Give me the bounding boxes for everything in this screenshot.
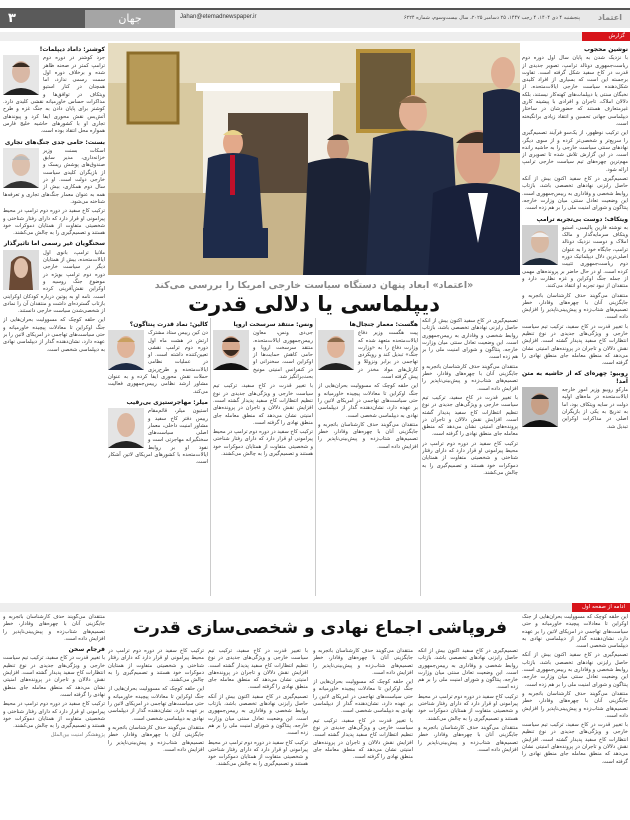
miller-photo bbox=[108, 408, 144, 448]
section-title: جهان bbox=[85, 10, 175, 28]
report-label: گزارش bbox=[582, 32, 630, 41]
bessent-text: اسکات بسنت وزیر خزانه‌داری، مدیر سابق صندوق‌های پوشش ریسک و از بازیگران کلیدی سیاست خارجی دولت است. او در سال دوم همکاری، بیش از همه به عنوان معمار جنگ‌های تجاری و تعرفه‌ها شناخته می‌شود. bbox=[3, 147, 105, 205]
body-paragraph: این حلقه کوچک که مسوولیت بحران‌هایی از جنگ اوکراین تا معادلات پیچیده خاورمیانه و حتی سیاست‌های تهاجمی در امریکای لاتین را بر عهده دارد، نشان‌دهنده گذار از دیپلماسی نهادی به دیپلماسی شخصی است. bbox=[318, 383, 418, 419]
body-paragraph: منتقدان می‌گویند حذف کارشناسان باتجربه و جایگزینی آنان با چهره‌های وفادار، خطر تصمیم‌های شتاب‌زده و پیش‌بینی‌ناپذیر را افزایش داده است. bbox=[318, 421, 418, 450]
second-col-3 bbox=[313, 648, 413, 818]
rubio-photo bbox=[522, 387, 558, 427]
body-paragraph: منتقدان می‌گویند حذف کارشناسان باتجربه و جایگزینی آنان با چهره‌های وفادار، خطر تصمیم‌های شتاب‌زده و پیش‌بینی‌ناپذیر را افزایش داده است. bbox=[3, 614, 105, 642]
body-paragraph: با تغییر قدرت در کاخ سفید، ترکیب تیم سیاست خارجی و ویژگی‌های جدیدی در نوع تنظیم انتظارات کاخ سفید پدیدار گشته است. افزایش نقش دلالان و تاجران در پرونده‌های امنیتی نشان می‌دهد که منطق معامله جای منطق نهادی را گرفته است. bbox=[422, 394, 518, 438]
bessent-photo bbox=[3, 148, 39, 188]
body-paragraph: ترکیب کاخ سفید در دوره دوم ترامپ در محیط پیرامونی او قرار دارد که دارای رفتار شناختی و شخصیتی متفاوت از همتایان دموکرات خود هستند و تصمیم‌گیری را به چالش می‌کشند. bbox=[3, 701, 105, 730]
leavitt-text: ملانیا ترامپ، بانوی اول ایالات‌متحده، بیش از همتایان دیگر در سیاست خارجی دوره دوم ترامپ بویژه در موضوع جنگ روسیه و اوکراین نقش‌آفرینی کرده است. نامه او به پوتین درباره کودکان اوکراینی بازتاب گسترده‌ای داشت و منتقدان آن را نمادی از شخصی‌شدن سیاست خارجی دانستند. bbox=[3, 249, 105, 315]
newspaper-logo: اعتماد bbox=[598, 13, 622, 22]
intro-paragraph: با نزدیک شدن به پایان سال اول دوره دوم ریاست‌جمهوری دونالد ترامپ، تصویر جدیدی از قدرت در کاخ سفید شکل گرفته است. تفاوت برجسته این است که بسیاری از افراد کلیدی شکل‌دهنده سیاست خارجی ایالات‌متحده، از نخبگان سنتی یا دیپلمات‌های کهنه‌کار نیستند، بلکه دلالان املاک، تاجران و افرادی با پیشینه کاری غیرمتعارف هستند که حضورشان در ساختار دیپلماسی جهانی تحسین و انتقاد زیادی برانگیخته است. bbox=[522, 55, 628, 127]
miller-heading: میلر: مهاجرستیزی بی‌رقیب bbox=[126, 398, 208, 406]
body-paragraph: ترکیب کاخ سفید در دوره دوم ترامپ در محیط پیرامونی او قرار دارد که دارای رفتار شناختی و شخصیتی متفاوت از همتایان دموکرات خود هستند و تصمیم‌گیری را به چالش می‌کشند. bbox=[3, 208, 105, 237]
body-paragraph: منتقدان می‌گویند حذف کارشناسان باتجربه و جایگزینی آنان با چهره‌های وفادار، خطر تصمیم‌های شتاب‌زده و پیش‌بینی‌ناپذیر را افزایش داده است. bbox=[522, 292, 628, 321]
hegseth-photo bbox=[318, 330, 354, 370]
hegseth-column bbox=[318, 318, 418, 598]
intro-paragraph: این ترکیب نوظهور، از یک‌سو فرآیند تصمیم‌گیری را سریع‌تر و شخصی‌تر کرده و از سوی دیگر، نهادهای سنتی سیاست خارجی را به حاشیه رانده است. در این گزارش تلاش شده تا تصویری از مهم‌ترین چهره‌های تیم سیاست خارجی ترامپ ارائه شود. bbox=[522, 130, 628, 173]
leavitt-heading: سخنگویان غیر رسمی اما تاثیرگذار bbox=[3, 240, 105, 248]
second-col-4 bbox=[208, 648, 308, 818]
body-paragraph: ترکیب کاخ سفید در دوره دوم ترامپ در محیط پیرامونی او قرار دارد که دارای رفتار شناختی و شخصیتی متفاوت از همتایان دموکرات خود هستند و تصمیم‌گیری را به چالش می‌کشند. bbox=[208, 739, 308, 768]
kicker: «اعتماد» ابعاد پنهان دستگاه سیاست خارجی امریکا را بررسی می‌کند bbox=[154, 280, 474, 291]
caine-heading: کالین: نماد قدرت پنتاگون؟ bbox=[129, 321, 208, 328]
second-col-5 bbox=[108, 648, 204, 818]
body-paragraph: ترکیب کاخ سفید در دوره دوم ترامپ در محیط پیرامونی او قرار دارد که دارای رفتار شناختی و شخصیتی متفاوت از همتایان دموکرات خود هستند و تصمیم‌گیری را به چالش می‌کشند. bbox=[108, 648, 204, 684]
label-band bbox=[0, 603, 630, 612]
vance-heading: ونس: منتقد سرسخت اروپا bbox=[233, 321, 313, 328]
rubio-text: مارکو روبیو وزیر امور خارجه ایالات‌متحده در ماه‌های اولیه دولت در سایه ویتکاف بود، اما به تدریج به یکی از بازیگران اصلی در مذاکرات اوکراین تبدیل شد. bbox=[562, 387, 628, 430]
melania-photo bbox=[3, 250, 39, 290]
byline: پژوهشگر امنیت بین‌الملل bbox=[50, 732, 105, 739]
body-paragraph: منتقدان می‌گویند حذف کارشناسان باتجربه و جایگزینی آنان با چهره‌های وفادار، خطر تصمیم‌های شتاب‌زده و پیش‌بینی‌ناپذیر را افزایش داده است. bbox=[313, 648, 413, 676]
body-paragraph: تصمیم‌گیری در کاخ سفید اکنون بیش از آنکه حاصل رایزنی نهادهای تخصصی باشد، بازتاب روابط شخصی و وفاداری به رییس‌جمهوری است. این وضعیت تعادل سنتی میان وزارت خارجه، پنتاگون و شورای امنیت ملی را بر هم زده است. bbox=[418, 648, 518, 691]
label-band bbox=[0, 32, 630, 41]
body-paragraph: ترکیب کاخ سفید در دوره دوم ترامپ در محیط پیرامونی او قرار دارد که دارای رفتار شناختی و شخصیتی متفاوت از همتایان دموکرات خود هستند و تصمیم‌گیری را به چالش می‌کشند. bbox=[418, 693, 518, 722]
body-paragraph: ترکیب کاخ سفید در دوره دوم ترامپ در محیط پیرامونی او قرار دارد که دارای رفتار شناختی و شخصیتی متفاوت از همتایان دموکرات خود هستند و تصمیم‌گیری را به چالش می‌کشند. bbox=[422, 440, 518, 476]
column-rule bbox=[420, 318, 421, 596]
body-paragraph: ترکیب کاخ سفید در دوره دوم ترامپ در محیط پیرامونی او قرار دارد که دارای رفتار شناختی و شخصیتی متفاوت از همتایان دموکرات خود هستند و تصمیم‌گیری را به چالش می‌کشند. bbox=[213, 429, 313, 458]
second-col-1 bbox=[522, 614, 628, 818]
vance-photo bbox=[213, 330, 249, 370]
caine-column bbox=[108, 318, 208, 598]
body-paragraph: با تغییر قدرت در کاخ سفید، ترکیب تیم سیاست خارجی و ویژگی‌های جدیدی در نوع تنظیم انتظارات کاخ سفید پدیدار گشته است. افزایش نقش دلالان و تاجران در پرونده‌های امنیتی نشان می‌دهد که منطق معامله جای منطق نهادی را گرفته است. bbox=[213, 383, 313, 426]
hegseth-text: پیت هگست وزیر دفاع ایالات‌متحده متعهد شده که وزارت دفاع را به «وزارت جنگ» تبدیل کند و رویکردی تهاجمی در برابر ونزوئلا و کارتل‌های مواد مخدر در پیش گرفته است. bbox=[358, 330, 418, 381]
body-paragraph: با تغییر قدرت در کاخ سفید، ترکیب تیم سیاست خارجی و ویژگی‌های جدیدی در نوع تنظیم انتظارات کاخ سفید پدیدار گشته است. افزایش نقش دلالان و تاجران در پرونده‌های امنیتی نشان می‌دهد که منطق معامله جای منطق نهادی را گرفته است. bbox=[313, 717, 413, 761]
body-paragraph: این حلقه کوچک که مسوولیت بحران‌هایی از جنگ اوکراین تا معادلات پیچیده خاورمیانه و حتی سیاست‌های تهاجمی در امریکای لاتین را بر عهده دارد، نشان‌دهنده گذار از دیپلماسی نهادی به دیپلماسی شخصی است. bbox=[522, 614, 628, 650]
oval-office-photo bbox=[108, 43, 520, 275]
caine-text: دن کین رییس ستاد مشترک ارتش در هشت ماه اول دوره دوم ترامپ نقشی تعیین‌کننده داشته است. او در عملیات نظامی ایالات‌متحده و طرح‌ریزی حملات نقش محوری ایفا کرده و به عنوان مشاور ارشد نظامی رییس‌جمهوری فعالیت می‌کند. bbox=[108, 330, 208, 395]
bessent-heading: بسنت: حامی جدی جنگ‌های تجاری bbox=[4, 138, 105, 146]
kushner-heading: کوشنر: داماد دیپلمات! bbox=[39, 46, 105, 53]
body-paragraph: با تغییر قدرت در کاخ سفید، ترکیب تیم سیاست خارجی و ویژگی‌های جدیدی در نوع تنظیم انتظارات کاخ سفید پدیدار گشته است. افزایش نقش دلالان و تاجران در پرونده‌های امنیتی نشان می‌دهد که منطق معامله جای منطق نهادی را گرفته است. bbox=[3, 655, 105, 698]
body-paragraph: تصمیم‌گیری در کاخ سفید اکنون بیش از آنکه حاصل رایزنی نهادهای تخصصی باشد، بازتاب روابط شخصی و وفاداری به رییس‌جمهوری است. این وضعیت تعادل سنتی میان وزارت خارجه، پنتاگون و شورای امنیت ملی را بر هم زده است. bbox=[208, 693, 308, 737]
vance-text: جی‌دی ونس، معاون رییس‌جمهوری ایالات‌متحده، منتقد سرسخت اروپا و حامی کاهش حمایت‌ها از اوکراین است. سخنرانی او در کنفرانس امنیتی مونیخ بحث‌برانگیز شد. bbox=[253, 330, 313, 381]
body-paragraph: این حلقه کوچک که مسوولیت بحران‌هایی از جنگ اوکراین تا معادلات پیچیده خاورمیانه و حتی سیاست‌های تهاجمی در امریکای لاتین را بر عهده دارد، نشان‌دهنده گذار از دیپلماسی نهادی به دیپلماسی شخصی است. bbox=[108, 686, 204, 722]
witkoff-heading: ویتکاف: دوست بی‌تجربه ترامپ bbox=[536, 215, 628, 223]
body-paragraph: منتقدان می‌گویند حذف کارشناسان باتجربه و جایگزینی آنان با چهره‌های وفادار، خطر تصمیم‌های شتاب‌زده و پیش‌بینی‌ناپذیر را افزایش داده است. bbox=[422, 363, 518, 392]
body-paragraph: منتقدان می‌گویند حذف کارشناسان باتجربه و جایگزینی آنان با چهره‌های وفادار، خطر تصمیم‌های شتاب‌زده و پیش‌بینی‌ناپذیر را افزایش داده است. bbox=[418, 724, 518, 753]
column-rule bbox=[210, 318, 211, 596]
right-column bbox=[522, 43, 628, 598]
continuation-column bbox=[422, 318, 518, 598]
body-paragraph: منتقدان می‌گویند حذف کارشناسان باتجربه و جایگزینی آنان با چهره‌های وفادار، خطر تصمیم‌های شتاب‌زده و پیش‌بینی‌ناپذیر را افزایش داده است. bbox=[522, 690, 628, 719]
page-number: ۳ bbox=[0, 10, 85, 28]
witkoff-photo bbox=[522, 225, 558, 265]
body-paragraph: با تغییر قدرت در کاخ سفید، ترکیب تیم سیاست خارجی و ویژگی‌های جدیدی در نوع تنظیم انتظارات کاخ سفید پدیدار گشته است. افزایش نقش دلالان و تاجران در پرونده‌های امنیتی نشان می‌دهد که منطق معامله جای منطق نهادی را گرفته است. bbox=[208, 648, 308, 691]
continued-label: ادامه از صفحه اول bbox=[572, 603, 630, 612]
body-paragraph: تصمیم‌گیری در کاخ سفید اکنون بیش از آنکه حاصل رایزنی نهادهای تخصصی باشد، بازتاب روابط شخصی و وفاداری به رییس‌جمهوری است. این وضعیت تعادل سنتی میان وزارت خارجه، پنتاگون و شورای امنیت ملی را بر هم زده است. bbox=[522, 652, 628, 688]
kushner-text: جرد کوشنر در دوره دوم ترامپ کمتر در صحنه ظاهر شده و برخلاف دوره اول سمت رسمی ندارد، اما همچنان در کنار استیو ویتکاف در توافق‌ها و مذاکرات حساس خاورمیانه نقشی کلیدی دارد. کوشنر برای پایان دادن به جنگ غزه و طرح آتش‌بس نقش محوری ایفا کرد و پیوندهای تجاری او با کشورهای حاشیه خلیج فارس همواره محل انتقاد بوده است. bbox=[3, 55, 105, 135]
rubio-heading: روبیو: چهره‌ای که از حاشیه به متن آمد! bbox=[522, 370, 628, 385]
vance-column bbox=[213, 318, 313, 598]
page-header bbox=[0, 8, 630, 28]
caine-photo bbox=[108, 330, 144, 370]
witkoff-text: به نوشته فارین پالیسی، استیو ویتکاف سرمایه‌گذار و مالک املاک و دوست نزدیک دونالد ترامپ، جایگاه خود را به عنوان اصلی‌ترین دلال دیپلماتیک دوره دوم ریاست‌جمهوری تثبیت کرده است. او در حال حاضر بر پرونده‌های مهمی از جمله جنگ اوکراین و غزه نظارت دارد و منتقدان از نبود تجربه او انتقاد می‌کنند. bbox=[522, 224, 628, 290]
column-rule bbox=[315, 318, 316, 596]
body-paragraph: این حلقه کوچک که مسوولیت بحران‌هایی از جنگ اوکراین تا معادلات پیچیده خاورمیانه و حتی سیاست‌های تهاجمی در امریکای لاتین را بر عهده دارد، نشان‌دهنده گذار از دیپلماسی نهادی به دیپلماسی شخصی است. bbox=[3, 317, 105, 353]
miller-text: استیون میلر، قائم‌مقام رییس دفتر کاخ سفید و مشاور امنیت داخلی، معمار اصلی سیاست‌های سختگیرانه مهاجرتی است و نفوذ او بر روابط ایالات‌متحده با کشورهای امریکای لاتین آشکار است. bbox=[108, 408, 208, 466]
oval-office-photo-art bbox=[108, 43, 520, 275]
body-paragraph: تصمیم‌گیری در کاخ سفید اکنون بیش از آنکه حاصل رایزنی نهادهای تخصصی باشد، بازتاب روابط شخصی و وفاداری به رییس‌جمهوری است. این وضعیت تعادل سنتی میان وزارت خارجه، پنتاگون و شورای امنیت ملی را بر هم زده است. bbox=[422, 318, 518, 361]
left-column bbox=[3, 43, 105, 598]
body-paragraph: این حلقه کوچک که مسوولیت بحران‌هایی از جنگ اوکراین تا معادلات پیچیده خاورمیانه و حتی سیاست‌های تهاجمی در امریکای لاتین را بر عهده دارد، نشان‌دهنده گذار از دیپلماسی نهادی به دیپلماسی شخصی است. bbox=[313, 679, 413, 715]
second-headline: فروپاشی اجماع نهادی و شخصی‌سازی قدرت bbox=[132, 618, 508, 638]
section-email[interactable]: Jahan@etemadnewspaper.ir bbox=[180, 14, 257, 20]
conclusion-heading: فرجام سخن bbox=[68, 646, 105, 654]
second-col-2 bbox=[418, 648, 518, 818]
body-paragraph: منتقدان می‌گویند حذف کارشناسان باتجربه و جایگزینی آنان با چهره‌های وفادار، خطر تصمیم‌های شتاب‌زده و پیش‌بینی‌ناپذیر را افزایش داده است. bbox=[108, 724, 204, 753]
intro-paragraph: تصمیم‌گیری در کاخ سفید اکنون بیش از آنکه حاصل رایزنی نهادهای تخصصی باشد، بازتاب روابط شخصی و وفاداری به رییس‌جمهوری است. این وضعیت تعادل سنتی میان وزارت خارجه، پنتاگون و شورای امنیت ملی را بر هم زده است. bbox=[522, 176, 628, 212]
hegseth-heading: هگست: معمار جنجال‌ها bbox=[349, 321, 418, 328]
main-headline: دیپلماسی یا دلالی قدرت bbox=[188, 292, 440, 316]
body-paragraph: با تغییر قدرت در کاخ سفید، ترکیب تیم سیاست خارجی و ویژگی‌های جدیدی در نوع تنظیم انتظارات کاخ سفید پدیدار گشته است. افزایش نقش دلالان و تاجران در پرونده‌های امنیتی نشان می‌دهد که منطق معامله جای منطق نهادی را گرفته است. bbox=[522, 323, 628, 367]
author-name: نوشین محجوب bbox=[583, 46, 628, 53]
issue-date: پنجشنبه ۴ دی ۱۴۰۴، ۴ رجب ۱۴۴۷، ۲۵ دسامبر ۲۰۲۵، سال بیست‌وسوم، شماره ۶۲۲۴ bbox=[403, 15, 580, 21]
kushner-photo bbox=[3, 55, 39, 95]
body-paragraph: با تغییر قدرت در کاخ سفید، ترکیب تیم سیاست خارجی و ویژگی‌های جدیدی در نوع تنظیم انتظارات کاخ سفید پدیدار گشته است. افزایش نقش دلالان و تاجران در پرونده‌های امنیتی نشان می‌دهد که منطق معامله جای منطق نهادی را گرفته است. bbox=[522, 722, 628, 765]
second-col-6 bbox=[3, 614, 105, 818]
